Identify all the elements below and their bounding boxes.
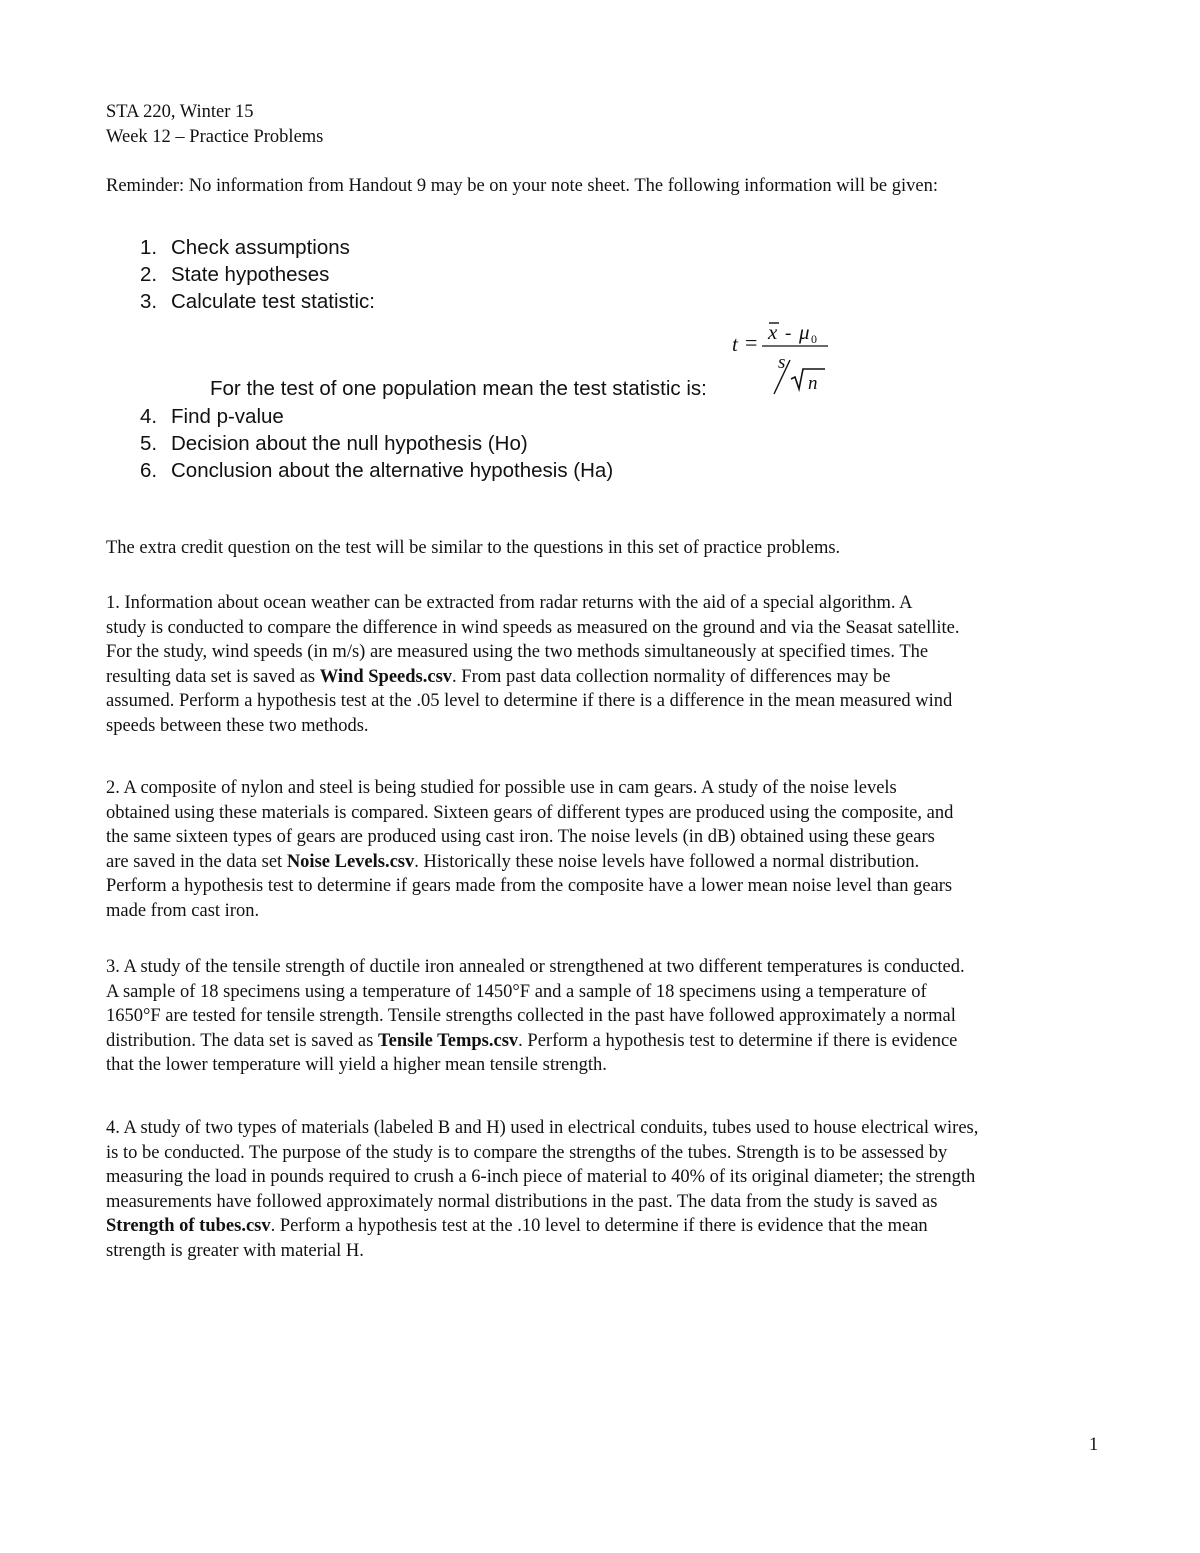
reminder-text: Reminder: No information from Handout 9 may be on your note sheet. The following information will be given: — [106, 176, 938, 196]
page-title: Week 12 – Practice Problems — [106, 126, 324, 147]
t-statistic-formula — [728, 316, 838, 400]
course-title: STA 220, Winter 15 — [106, 102, 254, 122]
filename: Noise Levels.csv — [286, 851, 415, 872]
formula-mu: μ — [799, 320, 810, 344]
page-number: 1 — [1089, 1435, 1099, 1455]
problem-3: 3. A study of the tensile strength of ductile iron annealed or strengthened at two different temperatures is conducted. A sample of 18 specimens using a temperature of 1450°F and a sample of 18 specimens using a temperature of 1650°F are tested for tensile strength. Tensile strengths collected in the past have followed approximately a normal distribution. The data set is saved as Tensile Temps.csv. Perform a hypothesis test to determine if there is evidence that the lower temperature will yield a higher mean tensile strength. — [106, 957, 965, 1076]
step-item: 2. State hypotheses — [140, 263, 330, 286]
step-item: 4. Find p-value — [140, 405, 284, 428]
document-header — [106, 100, 323, 149]
problem-2: 2. A composite of nylon and steel is being studied for possible use in cam gears. A study of the noise levels obtained using these materials is compared. Sixteen gears of different types are produced using the composite, and the same sixteen types of gears are produced using cast iron. The noise levels (in dB) obtained using these gears are saved in the data set Noise Levels.csv. Historically these noise levels have followed a normal distribution. Perform a hypothesis test to determine if gears made from the composite have a lower mean noise level than gears made from cast iron. — [106, 778, 954, 921]
steps-list-top — [140, 234, 840, 315]
filename: Wind Speeds.csv — [319, 666, 453, 687]
formula-lhs: t — [732, 332, 738, 356]
formula-note: For the test of one population mean the test statistic is: — [210, 377, 707, 400]
filename: Tensile Temps.csv — [377, 1030, 519, 1051]
step-item: 3. Calculate test statistic: — [140, 290, 375, 313]
problem-4: 4. A study of two types of materials (labeled B and H) used in electrical conduits, tubes used to house electrical wires, is to be conducted. The purpose of the study is to compare the strengths of the tubes. Strength is to be assessed by measuring the load in pounds required to crush a 6-inch piece of material to 40% of its original diameter; the strength measurements have followed approximately normal distributions in the past. The data from the study is saved as Strength of tubes.csv. Perform a hypothesis test at the .10 level to determine if there is evidence that the mean strength is greater with material H. — [106, 1118, 979, 1261]
problem-1: 1. Information about ocean weather can be extracted from radar returns with the aid of a special algorithm. A study is conducted to compare the difference in wind speeds as measured on the ground and via the Seasat satellite. For the study, wind speeds (in m/s) are measured using the two methods simultaneously at specified times. The resulting data set is saved as Wind Speeds.csv. From past data collection normality of differences may be assumed. Perform a hypothesis test at the .05 level to determine if there is a difference in the mean measured wind speeds between these two methods. — [106, 593, 960, 736]
formula-minus: - — [785, 323, 792, 344]
step-item: 5. Decision about the null hypothesis (Ho) — [140, 432, 528, 455]
formula-s: s — [778, 352, 786, 373]
formula-equals: = — [745, 330, 758, 355]
formula-n: n — [808, 373, 818, 394]
intro-paragraph: The extra credit question on the test will be similar to the questions in this set of practice problems. — [106, 538, 841, 558]
filename: Strength of tubes.csv — [106, 1216, 271, 1237]
step-item: 6. Conclusion about the alternative hypothesis (Ha) — [140, 459, 614, 482]
formula-xbar: x — [768, 320, 778, 344]
formula-mu-sub: 0 — [811, 332, 817, 346]
steps-list-bottom — [140, 403, 840, 484]
step-item: 1. Check assumptions — [140, 236, 350, 259]
